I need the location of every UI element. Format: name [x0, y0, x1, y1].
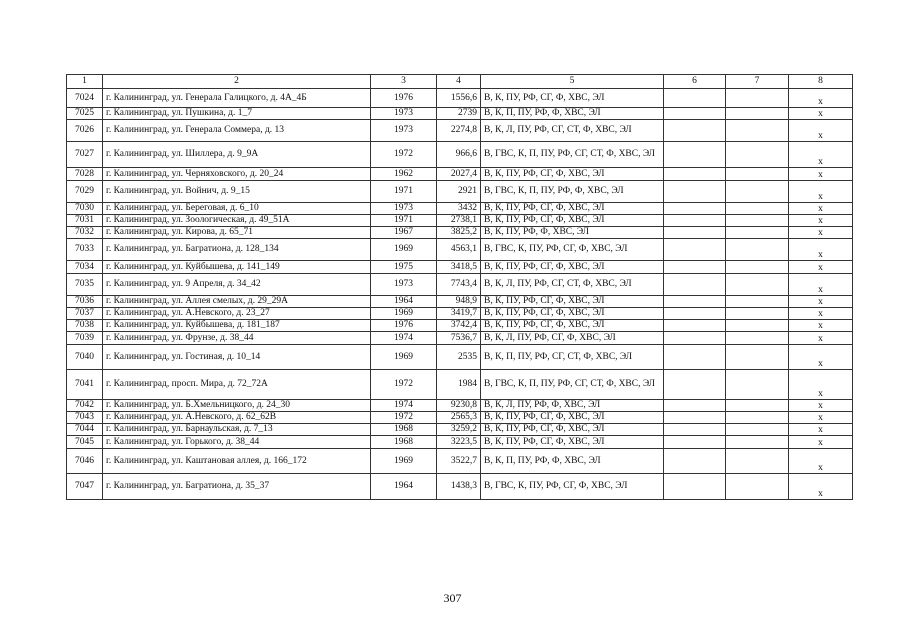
- table-row: [67, 227, 853, 239]
- column-7-cell: [726, 449, 789, 474]
- address-cell: г. Калининград, ул. Барнаульская, д. 7_13: [103, 424, 371, 436]
- services-cell: В, К, ПУ, РФ, СГ, Ф, ХВС, ЭЛ: [481, 203, 664, 215]
- services-cell: В, К, ПУ, РФ, СГ, Ф, ХВС, ЭЛ: [481, 261, 664, 274]
- table-row: [67, 308, 853, 320]
- address-cell: г. Калининград, просп. Мира, д. 72_72А: [103, 370, 371, 400]
- area-cell: 1556,6: [437, 89, 481, 108]
- column-7-cell: [726, 424, 789, 436]
- row-number: 7041: [67, 370, 103, 400]
- mark-cell: x: [789, 181, 853, 203]
- address-cell: г. Калининград, ул. Генерала Галицкого, д. 4А_4Б: [103, 89, 371, 108]
- column-7-cell: [726, 308, 789, 320]
- area-cell: 7536,7: [437, 332, 481, 345]
- address-cell: г. Калининград, ул. Шиллера, д. 9_9А: [103, 142, 371, 168]
- mark-cell: x: [789, 308, 853, 320]
- mark-cell: x: [789, 370, 853, 400]
- year-cell: 1972: [371, 142, 437, 168]
- area-cell: 2921: [437, 181, 481, 203]
- area-cell: 3223,5: [437, 436, 481, 449]
- year-cell: 1969: [371, 345, 437, 370]
- address-cell: г. Калининград, ул. Пушкина, д. 1_7: [103, 108, 371, 120]
- table-row: [67, 261, 853, 274]
- year-cell: 1969: [371, 239, 437, 261]
- address-cell: г. Калининград, ул. 9 Апреля, д. 34_42: [103, 274, 371, 296]
- table-row: [67, 320, 853, 332]
- column-7-cell: [726, 215, 789, 227]
- column-6-cell: [664, 332, 726, 345]
- table-row: [67, 296, 853, 308]
- address-cell: г. Калининград, ул. Кирова, д. 65_71: [103, 227, 371, 239]
- mark-cell: x: [789, 215, 853, 227]
- address-cell: г. Калининград, ул. Багратиона, д. 35_37: [103, 474, 371, 500]
- year-cell: 1968: [371, 424, 437, 436]
- row-number: 7040: [67, 345, 103, 370]
- address-cell: г. Калининград, ул. Куйбышева, д. 141_149: [103, 261, 371, 274]
- year-cell: 1967: [371, 227, 437, 239]
- mark-cell: x: [789, 89, 853, 108]
- column-6-cell: [664, 400, 726, 412]
- row-number: 7026: [67, 120, 103, 142]
- address-cell: г. Калининград, ул. Каштановая аллея, д. 166_172: [103, 449, 371, 474]
- year-cell: 1971: [371, 215, 437, 227]
- column-header: 7: [726, 75, 789, 89]
- column-6-cell: [664, 203, 726, 215]
- mark-cell: x: [789, 261, 853, 274]
- table-row: [67, 203, 853, 215]
- column-6-cell: [664, 181, 726, 203]
- mark-cell: x: [789, 203, 853, 215]
- row-number: 7025: [67, 108, 103, 120]
- table-row: [67, 215, 853, 227]
- column-6-cell: [664, 274, 726, 296]
- column-7-cell: [726, 142, 789, 168]
- table-row: [67, 424, 853, 436]
- column-7-cell: [726, 474, 789, 500]
- services-cell: В, К, ПУ, РФ, СГ, Ф, ХВС, ЭЛ: [481, 168, 664, 181]
- services-cell: В, К, П, ПУ, РФ, Ф, ХВС, ЭЛ: [481, 449, 664, 474]
- column-6-cell: [664, 412, 726, 424]
- row-number: 7030: [67, 203, 103, 215]
- column-7-cell: [726, 400, 789, 412]
- column-header: 6: [664, 75, 726, 89]
- column-7-cell: [726, 274, 789, 296]
- column-header: 3: [371, 75, 437, 89]
- column-7-cell: [726, 332, 789, 345]
- services-cell: В, К, ПУ, РФ, СГ, Ф, ХВС, ЭЛ: [481, 436, 664, 449]
- row-number: 7038: [67, 320, 103, 332]
- area-cell: 3432: [437, 203, 481, 215]
- year-cell: 1964: [371, 296, 437, 308]
- services-cell: В, ГВС, К, ПУ, РФ, СГ, Ф, ХВС, ЭЛ: [481, 474, 664, 500]
- table-row: [67, 181, 853, 203]
- row-number: 7032: [67, 227, 103, 239]
- column-7-cell: [726, 436, 789, 449]
- year-cell: 1972: [371, 412, 437, 424]
- services-cell: В, К, ПУ, РФ, СГ, Ф, ХВС, ЭЛ: [481, 424, 664, 436]
- year-cell: 1975: [371, 261, 437, 274]
- row-number: 7046: [67, 449, 103, 474]
- services-cell: В, ГВС, К, П, ПУ, РФ, СГ, СТ, Ф, ХВС, ЭЛ: [481, 370, 664, 400]
- year-cell: 1974: [371, 400, 437, 412]
- mark-cell: x: [789, 345, 853, 370]
- row-number: 7043: [67, 412, 103, 424]
- area-cell: 2738,1: [437, 215, 481, 227]
- column-6-cell: [664, 89, 726, 108]
- area-cell: 3259,2: [437, 424, 481, 436]
- mark-cell: x: [789, 108, 853, 120]
- mark-cell: x: [789, 120, 853, 142]
- area-cell: 2739: [437, 108, 481, 120]
- column-7-cell: [726, 203, 789, 215]
- year-cell: 1973: [371, 203, 437, 215]
- year-cell: 1962: [371, 168, 437, 181]
- table-row: [67, 142, 853, 168]
- column-7-cell: [726, 345, 789, 370]
- column-7-cell: [726, 320, 789, 332]
- area-cell: 1438,3: [437, 474, 481, 500]
- column-7-cell: [726, 261, 789, 274]
- table-row: [67, 412, 853, 424]
- address-cell: г. Калининград, ул. Куйбышева, д. 181_187: [103, 320, 371, 332]
- area-cell: 948,9: [437, 296, 481, 308]
- mark-cell: x: [789, 320, 853, 332]
- table-row: [67, 400, 853, 412]
- column-7-cell: [726, 239, 789, 261]
- area-cell: 2535: [437, 345, 481, 370]
- address-cell: г. Калининград, ул. А.Невского, д. 23_27: [103, 308, 371, 320]
- column-header: 4: [437, 75, 481, 89]
- row-number: 7037: [67, 308, 103, 320]
- area-cell: 3825,2: [437, 227, 481, 239]
- row-number: 7036: [67, 296, 103, 308]
- area-cell: 2027,4: [437, 168, 481, 181]
- table-body: [67, 75, 853, 500]
- mark-cell: x: [789, 424, 853, 436]
- column-7-cell: [726, 120, 789, 142]
- table-row: [67, 332, 853, 345]
- column-header: 1: [67, 75, 103, 89]
- mark-cell: x: [789, 142, 853, 168]
- row-number: 7042: [67, 400, 103, 412]
- services-cell: В, К, П, ПУ, РФ, СГ, СТ, Ф, ХВС, ЭЛ: [481, 345, 664, 370]
- column-7-cell: [726, 370, 789, 400]
- services-cell: В, К, ПУ, РФ, СГ, Ф, ХВС, ЭЛ: [481, 215, 664, 227]
- column-6-cell: [664, 142, 726, 168]
- column-6-cell: [664, 449, 726, 474]
- mark-cell: x: [789, 274, 853, 296]
- mark-cell: x: [789, 449, 853, 474]
- services-cell: В, ГВС, К, П, ПУ, РФ, СГ, СТ, Ф, ХВС, ЭЛ: [481, 142, 664, 168]
- column-6-cell: [664, 370, 726, 400]
- column-6-cell: [664, 108, 726, 120]
- row-number: 7024: [67, 89, 103, 108]
- year-cell: 1971: [371, 181, 437, 203]
- column-header: 8: [789, 75, 853, 89]
- table-row: [67, 449, 853, 474]
- row-number: 7045: [67, 436, 103, 449]
- row-number: 7033: [67, 239, 103, 261]
- table-row: [67, 89, 853, 108]
- address-cell: г. Калининград, ул. А.Невского, д. 62_62В: [103, 412, 371, 424]
- services-cell: В, К, Л, ПУ, РФ, СГ, СТ, Ф, ХВС, ЭЛ: [481, 120, 664, 142]
- table-row: [67, 436, 853, 449]
- table-row: [67, 108, 853, 120]
- row-number: 7027: [67, 142, 103, 168]
- address-cell: г. Калининград, ул. Береговая, д. 6_10: [103, 203, 371, 215]
- mark-cell: x: [789, 474, 853, 500]
- year-cell: 1976: [371, 320, 437, 332]
- year-cell: 1964: [371, 474, 437, 500]
- year-cell: 1972: [371, 370, 437, 400]
- column-header: 5: [481, 75, 664, 89]
- services-cell: В, ГВС, К, ПУ, РФ, СГ, Ф, ХВС, ЭЛ: [481, 239, 664, 261]
- row-number: 7029: [67, 181, 103, 203]
- column-7-cell: [726, 412, 789, 424]
- column-6-cell: [664, 474, 726, 500]
- area-cell: 3742,4: [437, 320, 481, 332]
- register-table: [66, 74, 853, 500]
- year-cell: 1973: [371, 274, 437, 296]
- table-row: [67, 168, 853, 181]
- column-6-cell: [664, 308, 726, 320]
- services-cell: В, К, ПУ, РФ, СГ, Ф, ХВС, ЭЛ: [481, 412, 664, 424]
- services-cell: В, К, ПУ, РФ, СГ, Ф, ХВС, ЭЛ: [481, 89, 664, 108]
- services-cell: В, ГВС, К, П, ПУ, РФ, Ф, ХВС, ЭЛ: [481, 181, 664, 203]
- address-cell: г. Калининград, ул. Фрунзе, д. 38_44: [103, 332, 371, 345]
- table-row: [67, 274, 853, 296]
- address-cell: г. Калининград, ул. Горького, д. 38_44: [103, 436, 371, 449]
- mark-cell: x: [789, 332, 853, 345]
- column-6-cell: [664, 296, 726, 308]
- mark-cell: x: [789, 239, 853, 261]
- table-row: [67, 239, 853, 261]
- year-cell: 1969: [371, 449, 437, 474]
- row-number: 7028: [67, 168, 103, 181]
- area-cell: 3522,7: [437, 449, 481, 474]
- row-number: 7039: [67, 332, 103, 345]
- page-number: 307: [443, 591, 462, 605]
- area-cell: 2274,8: [437, 120, 481, 142]
- address-cell: г. Калининград, ул. Багратиона, д. 128_134: [103, 239, 371, 261]
- services-cell: В, К, ПУ, РФ, Ф, ХВС, ЭЛ: [481, 227, 664, 239]
- table-row: [67, 474, 853, 500]
- services-cell: В, К, ПУ, РФ, СГ, Ф, ХВС, ЭЛ: [481, 320, 664, 332]
- address-cell: г. Калининград, ул. Зоологическая, д. 49_51А: [103, 215, 371, 227]
- mark-cell: x: [789, 296, 853, 308]
- mark-cell: x: [789, 436, 853, 449]
- year-cell: 1976: [371, 89, 437, 108]
- row-number: 7031: [67, 215, 103, 227]
- address-cell: г. Калининград, ул. Войнич, д. 9_15: [103, 181, 371, 203]
- year-cell: 1973: [371, 108, 437, 120]
- address-cell: г. Калининград, ул. Генерала Соммера, д. 13: [103, 120, 371, 142]
- row-number: 7035: [67, 274, 103, 296]
- table-row: [67, 120, 853, 142]
- column-header: 2: [103, 75, 371, 89]
- services-cell: В, К, Л, ПУ, РФ, СГ, Ф, ХВС, ЭЛ: [481, 332, 664, 345]
- mark-cell: x: [789, 400, 853, 412]
- address-cell: г. Калининград, ул. Б.Хмельницкого, д. 24_30: [103, 400, 371, 412]
- column-6-cell: [664, 424, 726, 436]
- services-cell: В, К, ПУ, РФ, СГ, Ф, ХВС, ЭЛ: [481, 308, 664, 320]
- area-cell: 7743,4: [437, 274, 481, 296]
- column-7-cell: [726, 168, 789, 181]
- area-cell: 3418,5: [437, 261, 481, 274]
- column-6-cell: [664, 239, 726, 261]
- column-6-cell: [664, 215, 726, 227]
- column-6-cell: [664, 261, 726, 274]
- services-cell: В, К, ПУ, РФ, СГ, Ф, ХВС, ЭЛ: [481, 296, 664, 308]
- address-cell: г. Калининград, ул. Аллея смелых, д. 29_29А: [103, 296, 371, 308]
- column-6-cell: [664, 345, 726, 370]
- mark-cell: x: [789, 168, 853, 181]
- address-cell: г. Калининград, ул. Гостиная, д. 10_14: [103, 345, 371, 370]
- column-6-cell: [664, 168, 726, 181]
- column-6-cell: [664, 320, 726, 332]
- year-cell: 1974: [371, 332, 437, 345]
- column-6-cell: [664, 436, 726, 449]
- column-7-cell: [726, 181, 789, 203]
- column-7-cell: [726, 296, 789, 308]
- column-7-cell: [726, 89, 789, 108]
- column-6-cell: [664, 227, 726, 239]
- row-number: 7047: [67, 474, 103, 500]
- row-number: 7044: [67, 424, 103, 436]
- header-row: [67, 75, 853, 89]
- mark-cell: x: [789, 227, 853, 239]
- column-6-cell: [664, 120, 726, 142]
- year-cell: 1969: [371, 308, 437, 320]
- year-cell: 1973: [371, 120, 437, 142]
- row-number: 7034: [67, 261, 103, 274]
- address-cell: г. Калининград, ул. Черняховского, д. 20_24: [103, 168, 371, 181]
- mark-cell: x: [789, 412, 853, 424]
- services-cell: В, К, Л, ПУ, РФ, СГ, СТ, Ф, ХВС, ЭЛ: [481, 274, 664, 296]
- table-row: [67, 370, 853, 400]
- year-cell: 1968: [371, 436, 437, 449]
- column-7-cell: [726, 227, 789, 239]
- area-cell: 4563,1: [437, 239, 481, 261]
- column-7-cell: [726, 108, 789, 120]
- area-cell: 2565,3: [437, 412, 481, 424]
- area-cell: 966,6: [437, 142, 481, 168]
- services-cell: В, К, Л, ПУ, РФ, Ф, ХВС, ЭЛ: [481, 400, 664, 412]
- table-row: [67, 345, 853, 370]
- services-cell: В, К, П, ПУ, РФ, Ф, ХВС, ЭЛ: [481, 108, 664, 120]
- area-cell: 9230,8: [437, 400, 481, 412]
- area-cell: 3419,7: [437, 308, 481, 320]
- area-cell: 1984: [437, 370, 481, 400]
